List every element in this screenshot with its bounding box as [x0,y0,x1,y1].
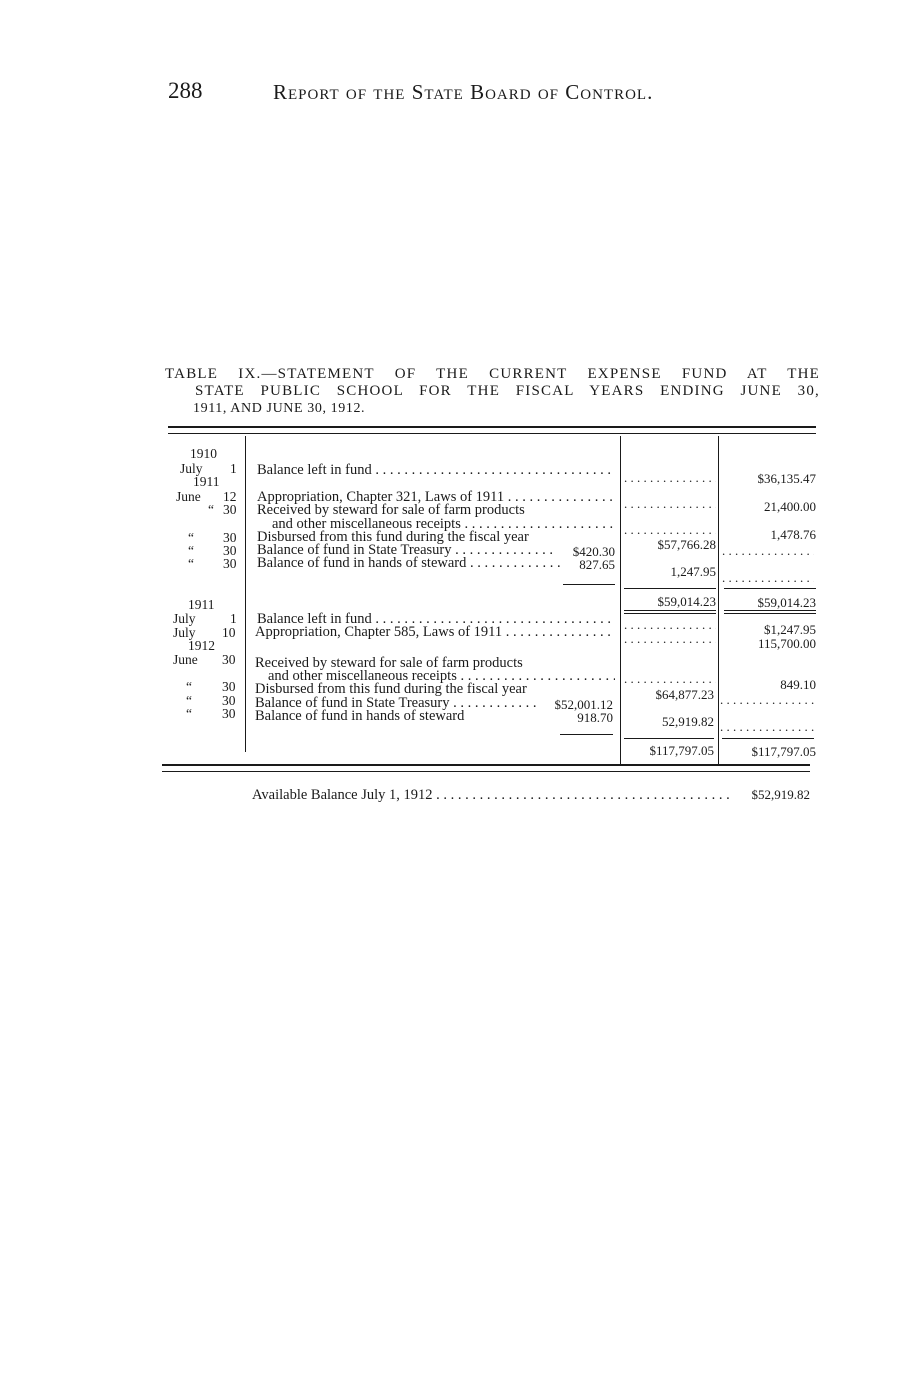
s2-row-5-inline-amount: $52,001.12 [554,697,613,712]
s2-subtotal-rule-credit [722,738,814,739]
column-divider-credit [718,436,719,766]
s2-row-6-inline-amount: 918.70 [577,710,613,725]
s1-ditto-4: “ [188,556,194,571]
s2-row-5-description: Balance of fund in State Treasury . . . [255,696,537,711]
s2-ditto-2: “ [186,693,192,708]
s2-row-6-description: Balance of fund in hands of steward [255,708,465,724]
table-bottom-rule [162,764,810,766]
s2-row-6-debit: 52,919.82 [662,714,714,729]
s1-year-1910: 1910 [190,446,217,461]
s1-subtotal-rule [563,584,615,585]
s2-ditto-1: “ [186,679,192,694]
s2-day-10: 10 [222,625,236,640]
s2-row-3-credit: 849.10 [780,677,816,692]
s1-row-3-credit: 1,478.76 [770,527,816,542]
s1-row-2-credit: 21,400.00 [764,499,816,514]
s2-ditto-3: “ [186,706,192,721]
s2-total-credit: $117,797.05 [751,744,816,759]
s1-row-2-description: Appropriation, Chapter 321, Laws of 1911 . . . [257,490,615,505]
s1-row-4-description: Disbursed from this fund during the fiscal year [257,529,529,545]
table-title [165,366,820,417]
s2-month-june: June [173,652,198,667]
available-balance-value: $52,919.82 [751,787,810,802]
s1-row-3-description: Received by steward for sale of farm products [257,502,525,518]
s2-row-1-credit: $1,247.95 [764,622,816,637]
s2-row-3-description: Received by steward for sale of farm products [255,655,523,671]
s1-total-debit: $59,014.23 [657,594,716,609]
s1-total-rule-credit-b [724,613,816,614]
s1-day-12: 12 [223,489,237,504]
s1-leader-debit-3 [624,522,716,537]
s1-total-rule-credit-a [724,610,816,611]
s2-month-july-1: July [173,611,196,626]
s1-row-3-description-cont: and other miscellaneous receipts . . . [272,517,615,532]
s1-row-5-description: Balance of fund in State Treasury . . . [257,543,557,558]
s1-row-1-credit: $36,135.47 [757,471,816,486]
s1-row-6-description: Balance of fund in hands of steward . . . [257,556,562,571]
s1-month-june: June [176,489,201,504]
s2-row-2-description: Appropriation, Chapter 585, Laws of 1911 . . . [255,625,615,640]
table-top-rule [168,426,816,428]
s2-month-july-2: July [173,625,196,640]
s1-subtotal-rule-debit [624,588,716,589]
running-head: Report of the State Board of Control. [273,80,654,104]
available-balance-label: Available Balance July 1, 1912 . . . [252,787,734,804]
s1-month-july: July [180,461,203,476]
s1-subtotal-rule-credit [724,588,816,589]
s1-day-30-3: 30 [223,543,237,558]
table-bottom-rule-2 [162,771,810,772]
s2-subtotal-rule [560,734,613,735]
s2-day-30: 30 [222,652,236,667]
table-title-line-1: TABLE IX.—STATEMENT OF THE CURRENT EXPENSE FUND AT THE [165,366,820,382]
page-number: 288 [168,78,203,103]
s1-ditto-1: “ [208,502,214,517]
s1-row-4-debit: $57,766.28 [657,537,716,552]
s2-subtotal-rule-debit [624,738,714,739]
s2-leader-credit-4 [720,692,814,707]
s1-row-1-description: Balance left in fund . . . [257,463,615,478]
s1-year-1911: 1911 [193,474,220,489]
s2-day-1: 1 [230,611,237,626]
s2-row-2-credit: 115,700.00 [757,636,816,651]
available-balance-line [252,787,810,804]
s1-day-30-4: 30 [223,556,237,571]
s1-leader-debit-1 [624,470,716,485]
s1-row-6-debit: 1,247.95 [670,564,716,579]
s1-total-rule-debit-b [624,613,716,614]
s2-year-1911: 1911 [188,597,215,612]
table-title-line-3: 1911, AND JUNE 30, 1912. [193,401,366,416]
s1-leader-credit-6 [722,570,814,585]
s2-leader-debit-1 [624,617,716,632]
s2-total-debit: $117,797.05 [649,743,714,758]
s1-ditto-3: “ [188,543,194,558]
s2-leader-debit-3 [624,671,716,686]
s1-day-1: 1 [230,461,237,476]
s2-day-30-1: 30 [222,679,236,694]
s2-row-1-description: Balance left in fund . . . [257,612,615,627]
s1-day-30-1: 30 [223,502,237,517]
column-divider-date [245,436,246,752]
s2-day-30-2: 30 [222,693,236,708]
s2-row-3-description-cont: and other miscellaneous receipts . . . [268,669,615,684]
s2-row-4-debit: $64,877.23 [655,687,714,702]
s2-day-30-3: 30 [222,706,236,721]
s1-leader-debit-2 [624,496,716,511]
table-title-line-2: STATE PUBLIC SCHOOL FOR THE FISCAL YEARS ENDING JUNE 30, [195,383,820,399]
table-top-rule-2 [168,433,816,434]
s1-row-6-inline-amount: 827.65 [579,557,615,572]
s1-day-30-2: 30 [223,530,237,545]
s1-ditto-2: “ [188,530,194,545]
s2-year-1912: 1912 [188,638,215,653]
s1-total-credit: $59,014.23 [757,595,816,610]
s2-leader-credit-6 [720,719,814,734]
s2-row-4-description: Disbursed from this fund during the fiscal year [255,681,527,697]
s1-total-rule-debit-a [624,610,716,611]
s2-leader-debit-2 [624,631,716,646]
s1-row-5-inline-amount: $420.30 [572,544,615,559]
s1-leader-credit-4 [722,543,814,558]
